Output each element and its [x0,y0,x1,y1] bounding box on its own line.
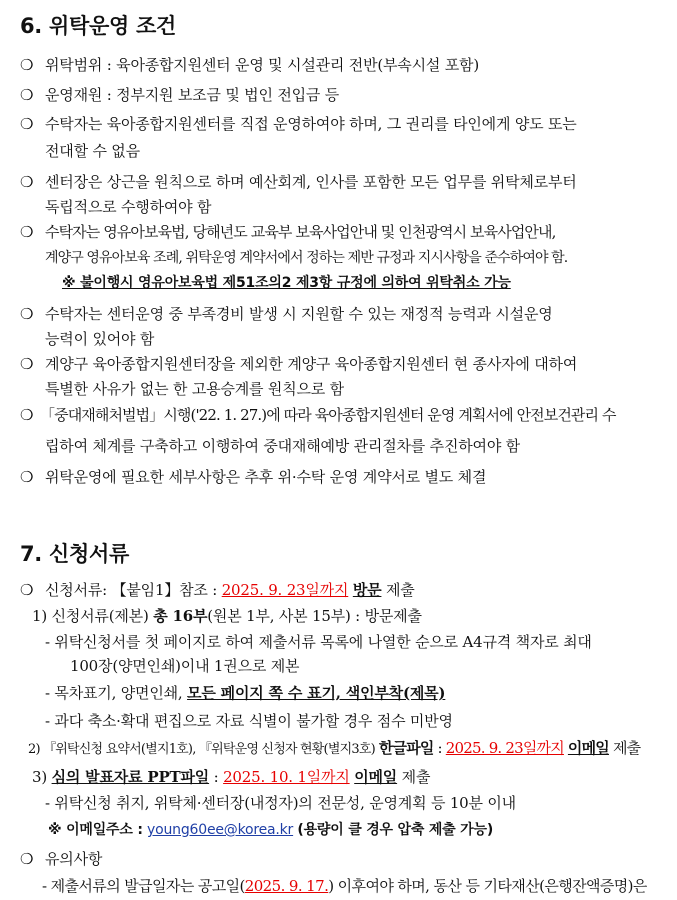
list-item: 계양구 육아종합지원센터장을 제외한 계양구 육아종합지원센터 현 종사자에 대하여 [45,355,578,373]
docs-attach: 【붙임1】참조 : [111,581,218,599]
dash-item [45,683,445,703]
list-item: 수탁자는 영유아보육법, 당해년도 교육부 보육사업안내 및 인천광역시 보육사업안내, [45,223,556,241]
item3-file: 심의 발표자료 PPT파일 [51,768,210,786]
email-link[interactable]: young60ee@korea.kr [147,822,294,838]
bullet-icon: ❍ [20,56,34,74]
bullet-icon: ❍ [20,115,34,133]
item3-colon: : [213,768,219,786]
email-line [48,820,493,840]
item2-pre: 2) 『위탁신청 요약서(별지1호), 『위탁운영 신청자 현황(별지3호) [28,742,375,757]
dash-item: - 위탁신청 취지, 위탁체·센터장(내정자)의 전문성, 운영계획 등 10분 이내 [45,794,516,812]
bullet-icon: ❍ [20,305,34,323]
docs-method: 방문 [352,581,382,599]
item2-file: 한글파일 [378,739,434,757]
list-item: 수탁자는 육아종합지원센터를 직접 운영하여야 하며, 그 권리를 타인에게 양도 또는 [45,115,577,133]
list-item: 위탁운영에 필요한 세부사항은 추후 위·수탁 운영 계약서로 별도 체결 [45,468,487,486]
bullet-icon: ❍ [20,581,34,599]
bullet-icon: ❍ [20,355,34,373]
docs-deadline: 2025. 9. 23일까지 [221,581,349,599]
bullet-icon: ❍ [20,850,34,868]
section7-title: 7. 신청서류 [20,542,129,566]
docs-label: 신청서류: [45,581,108,599]
list-item-continuation: 립하여 체계를 구축하고 이행하여 중대재해예방 관리절차를 추진하여야 함 [45,437,520,455]
item1-tail: (원본 1부, 사본 15부) : 방문제출 [207,607,422,625]
item2-line [28,738,640,760]
notes-date: 2025. 9. 17. [244,877,329,895]
item1-head: 1) 신청서류(제본) [32,607,149,625]
notes-pre: - 제출서류의 발급일자는 공고일( [42,877,245,895]
bullet-icon: ❍ [20,223,34,241]
list-item-continuation: 계양구 영유아보육 조례, 위탁운영 계약서에서 정하는 제반 규정과 지시사항을 준수하여야 함. [45,250,568,266]
bullet-icon: ❍ [20,468,34,486]
docs-line [45,580,415,600]
item3-line [32,767,430,787]
item1-count: 총 16부 [153,607,208,625]
list-item-continuation: 능력이 있어야 함 [45,330,155,348]
list-item: 운영재원 : 정부지원 보조금 및 법인 전입금 등 [45,86,340,104]
notes-line [42,876,647,896]
dash-item: - 과다 축소·확대 편집으로 자료 식별이 불가할 경우 점수 미반영 [45,712,453,730]
cancellation-note: ※ 불이행시 영유아보육법 제51조의2 제3항 규정에 의하여 위탁취소 가능 [62,275,511,291]
dash2-pre: - 목차표기, 양면인쇄, [45,684,183,702]
item3-pre: 3) [32,768,47,786]
bullet-icon: ❍ [20,406,34,424]
item3-deadline: 2025. 10. 1일까지 [223,768,350,786]
item3-tail: 제출 [401,768,431,786]
list-item-continuation: 전대할 수 없음 [45,142,140,160]
dash2-emph: 모든 페이지 쪽 수 표기, 색인부착(제목) [187,684,446,702]
bullet-icon: ❍ [20,173,34,191]
item1-line [32,606,422,626]
item3-method: 이메일 [354,768,398,786]
list-item: 「중대재해처벌법」시행('22. 1. 27.)에 따라 육아종합지원센터 운영 계획서에 안전보건관리 수 [40,406,616,424]
item2-method: 이메일 [567,739,609,757]
list-item-continuation: 독립적으로 수행하여야 함 [45,198,212,216]
email-label: ※ 이메일주소 : [48,822,143,838]
item2-deadline: 2025. 9. 23일까지 [445,739,564,757]
section6-title: 6. 위탁운영 조건 [20,14,176,38]
email-tail: (용량이 클 경우 압축 제출 가능) [297,822,494,838]
dash-item-continuation: 100장(양면인쇄)이내 1권으로 제본 [70,657,300,675]
notes-tail: ) 이후여야 하며, 동산 등 기타재산(은행잔액증명)은 [328,877,647,895]
list-item: 위탁범위 : 육아종합지원센터 운영 및 시설관리 전반(부속시설 포함) [45,56,479,74]
bullet-icon: ❍ [20,86,34,104]
list-item: 수탁자는 센터운영 중 부족경비 발생 시 지원할 수 있는 재정적 능력과 시설운영 [45,305,553,323]
item2-colon: : [437,739,442,757]
item2-tail: 제출 [612,739,641,757]
dash-item: - 위탁신청서를 첫 페이지로 하여 제출서류 목록에 나열한 순으로 A4규격 책자로 최대 [45,633,592,651]
docs-tail: 제출 [386,581,415,599]
list-item-continuation: 특별한 사유가 없는 한 고용승계를 원칙으로 함 [45,380,344,398]
notes-label: 유의사항 [45,850,103,868]
list-item: 센터장은 상근을 원칙으로 하며 예산회계, 인사를 포함한 모든 업무를 위탁체로부터 [45,173,577,191]
